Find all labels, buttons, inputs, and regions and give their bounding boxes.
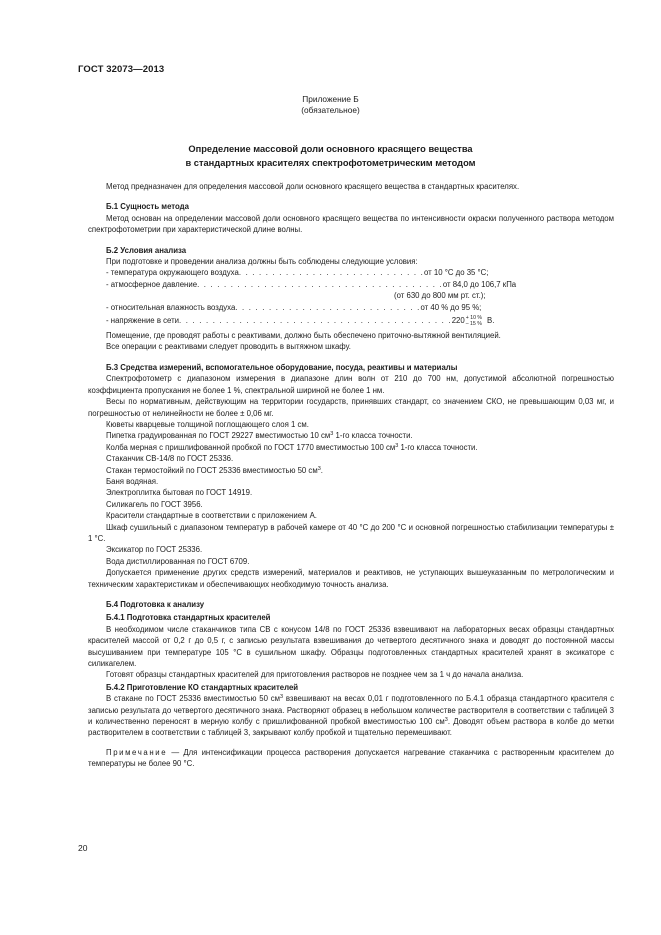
condition-value-continued: (от 630 до 800 мм рт. ст.);	[394, 291, 486, 301]
condition-value	[452, 315, 495, 327]
condition-row-humidity	[88, 302, 614, 313]
section-b2-heading: Б.2 Условия анализа	[106, 245, 187, 255]
appendix-title-line-1: Определение массовой доли основного красящего вещества	[188, 144, 473, 154]
superscript: 3	[317, 465, 321, 472]
equipment-text: Стакан термостойкий по ГОСТ 25336 вместимостью 50 см	[106, 465, 318, 475]
condition-value: от 84,0 до 106,7 кПа	[442, 279, 517, 289]
tolerance-minus: – 15 %	[465, 321, 482, 328]
section-b42-paragraph	[88, 693, 614, 739]
equipment-item: Баня водяная.	[106, 476, 159, 486]
condition-row-temperature	[88, 267, 614, 278]
condition-label: - атмосферное давление	[106, 279, 198, 289]
note-label: Примечание	[106, 747, 168, 757]
equipment-text: Колба мерная с пришлифованной пробкой по ГОСТ 1770 вместимостью 100 см	[106, 442, 396, 452]
equipment-text-tail: .	[320, 465, 323, 475]
section-b2-note-2: Все операции с реактивами следует проводить в вытяжном шкафу.	[106, 342, 351, 352]
superscript: 3	[444, 717, 448, 724]
appendix-label: Приложение Б	[302, 94, 359, 104]
section-b42-heading: Б.4.2 Приготовление КО стандартных красителей	[106, 682, 299, 692]
equipment-item: Шкаф сушильный с диапазоном температур в рабочей камере от 40 °С до 200 °С и основной погрешностью стабилизации температуры ± 1 °С.	[88, 522, 614, 543]
section-b4-heading: Б.4 Подготовка к анализу	[106, 600, 205, 609]
intro-paragraph: Метод предназначен для определения массовой доли основного красящего вещества в стандартных красителях.	[106, 182, 520, 191]
document-header: ГОСТ 32073—2013	[78, 64, 165, 75]
section-b1-text: Метод основан на определении массовой доли основного красящего вещества по интенсивности окраски полученного раствора методом спектрофотометрии при характеристической длине волны.	[88, 213, 614, 235]
condition-label: - температура окружающего воздуха	[106, 268, 239, 278]
section-b2-note-1: Помещение, где проводят работы с реактивами, должно быть обеспечено приточно-вытяжной вентиляцией.	[106, 331, 501, 341]
equipment-item: Стаканчик СВ-14/8 по ГОСТ 25336.	[106, 454, 234, 464]
document-body	[88, 181, 614, 770]
section-b3-heading: Б.3 Средства измерений, вспомогательное оборудование, посуда, реактивы и материалы	[106, 362, 458, 372]
equipment-text-tail: 1-го класса точности.	[333, 431, 413, 441]
section-b41-heading: Б.4.1 Подготовка стандартных красителей	[106, 613, 271, 623]
equipment-text-tail: 1-го класса точности.	[398, 442, 478, 452]
equipment-item: Вода дистиллированная по ГОСТ 6709.	[106, 556, 250, 566]
equipment-item: Допускается применение других средств измерений, материалов и реактивов, не уступающих вышеуказанным по метрологическим и техническим характеристикам и обеспечивающих необходимую точность анализа.	[88, 568, 614, 589]
equipment-item: Кюветы кварцевые толщиной поглощающего слоя 1 см.	[106, 419, 309, 429]
equipment-item: Весы по нормативным, действующим на территории государств, принявших стандарт, со значением СКО, не превышающим 0,03 мг, и погрешностью от нелинейности не более ± 0,06 мг.	[88, 397, 614, 418]
appendix-status: (обязательное)	[301, 105, 360, 115]
section-b41-paragraph-1: В необходимом числе стаканчиков типа СВ с конусом 14/8 по ГОСТ 25336 взвешивают на лабораторных весах образцы стандартных красителей массой от 0,2 г до 0,5 г, с записью результата взвешивания до четвертого десятичного знака и доводят до постоянной массы высушиванием при температуре 105 °С в сушильном шкафу. Образцы подготовленных стандартных красителей хранят в эксикаторе с силикагелем.	[88, 624, 614, 669]
superscript: 3	[330, 431, 334, 438]
section-b1-heading: Б.1 Сущность метода	[106, 202, 189, 212]
superscript: 3	[280, 694, 284, 701]
voltage-value: 220	[451, 316, 465, 326]
equipment-item: Спектрофотометр с диапазоном измерения в диапазоне длин волн от 210 до 700 нм, допустимой абсолютной погрешностью коэффициента пропускания не более 1 %, спектральной шириной не более 1 нм.	[88, 374, 614, 395]
paragraph-text: взвешивают на весах 0,01 г подготовленного по Б.4.1 образца стандартного красителя с записью результата до четвертого десятичного знака. Растворяют образец в небольшом количестве растворителя в соответствии с таблицей 3 и количественно переносят в мерную колбу с пришлифованной пробкой вместимостью 100 см	[88, 694, 615, 727]
tolerance-plus: + 10 %	[465, 315, 483, 322]
leader-dots: . . . . . . . . . . . . . . . . . . . . . . . . . . . .	[235, 302, 421, 312]
leader-dots: . . . . . . . . . . . . . . . . . . . . . . . . . . . .	[238, 268, 424, 278]
condition-value: от 10 °С до 35 °С;	[424, 268, 489, 278]
section-b41-paragraph-2: Готовят образцы стандартных красителей для приготовления растворов не позднее чем за 1 ч до начала анализа.	[106, 670, 524, 680]
voltage-tolerance	[466, 315, 482, 327]
section-b2-lead: При подготовке и проведении анализа должны быть соблюдены следующие условия:	[106, 257, 418, 267]
equipment-item	[88, 430, 614, 441]
equipment-text: Пипетка градуированная по ГОСТ 29227 вместимостью 10 см	[106, 431, 331, 441]
condition-row-voltage	[88, 315, 614, 327]
condition-label: - напряжение в сети	[106, 316, 180, 326]
appendix-title-line-2: в стандартных красителях спектрофотометрическим методом	[185, 158, 476, 168]
condition-label: - относительная влажность воздуха	[106, 302, 236, 312]
note-paragraph	[88, 747, 614, 770]
condition-row-pressure	[88, 279, 614, 290]
paragraph-text: . Доводят объем раствора в колбе до метки растворителем в соответствии с таблицей 3, закрывают колбу пробкой и тщательно перемешивают.	[88, 717, 614, 738]
leader-dots: . . . . . . . . . . . . . . . . . . . . . . . . . . . . . . . . . . . . . . . . .	[179, 316, 452, 326]
equipment-item: Эксикатор по ГОСТ 25336.	[106, 545, 203, 555]
page-number: 20	[78, 843, 88, 853]
equipment-item	[88, 442, 614, 453]
equipment-item	[88, 465, 614, 476]
paragraph-text: В стакане по ГОСТ 25336 вместимостью 50 см	[106, 694, 280, 704]
superscript: 3	[395, 442, 399, 449]
leader-dots: . . . . . . . . . . . . . . . . . . . . . . . . . . . . . . . . . . . . .	[197, 279, 443, 289]
voltage-unit: В.	[487, 316, 495, 326]
equipment-item: Электроплитка бытовая по ГОСТ 14919.	[106, 488, 253, 498]
condition-value: от 40 % до 95 %;	[420, 302, 482, 312]
equipment-item: Силикагель по ГОСТ 3956.	[106, 499, 203, 509]
equipment-item: Красители стандартные в соответствии с приложением А.	[106, 511, 317, 521]
note-text: — Для интенсификации процесса растворения допускается нагревание стаканчика с растворенным красителем до температуры не более 90 °С.	[88, 747, 614, 769]
